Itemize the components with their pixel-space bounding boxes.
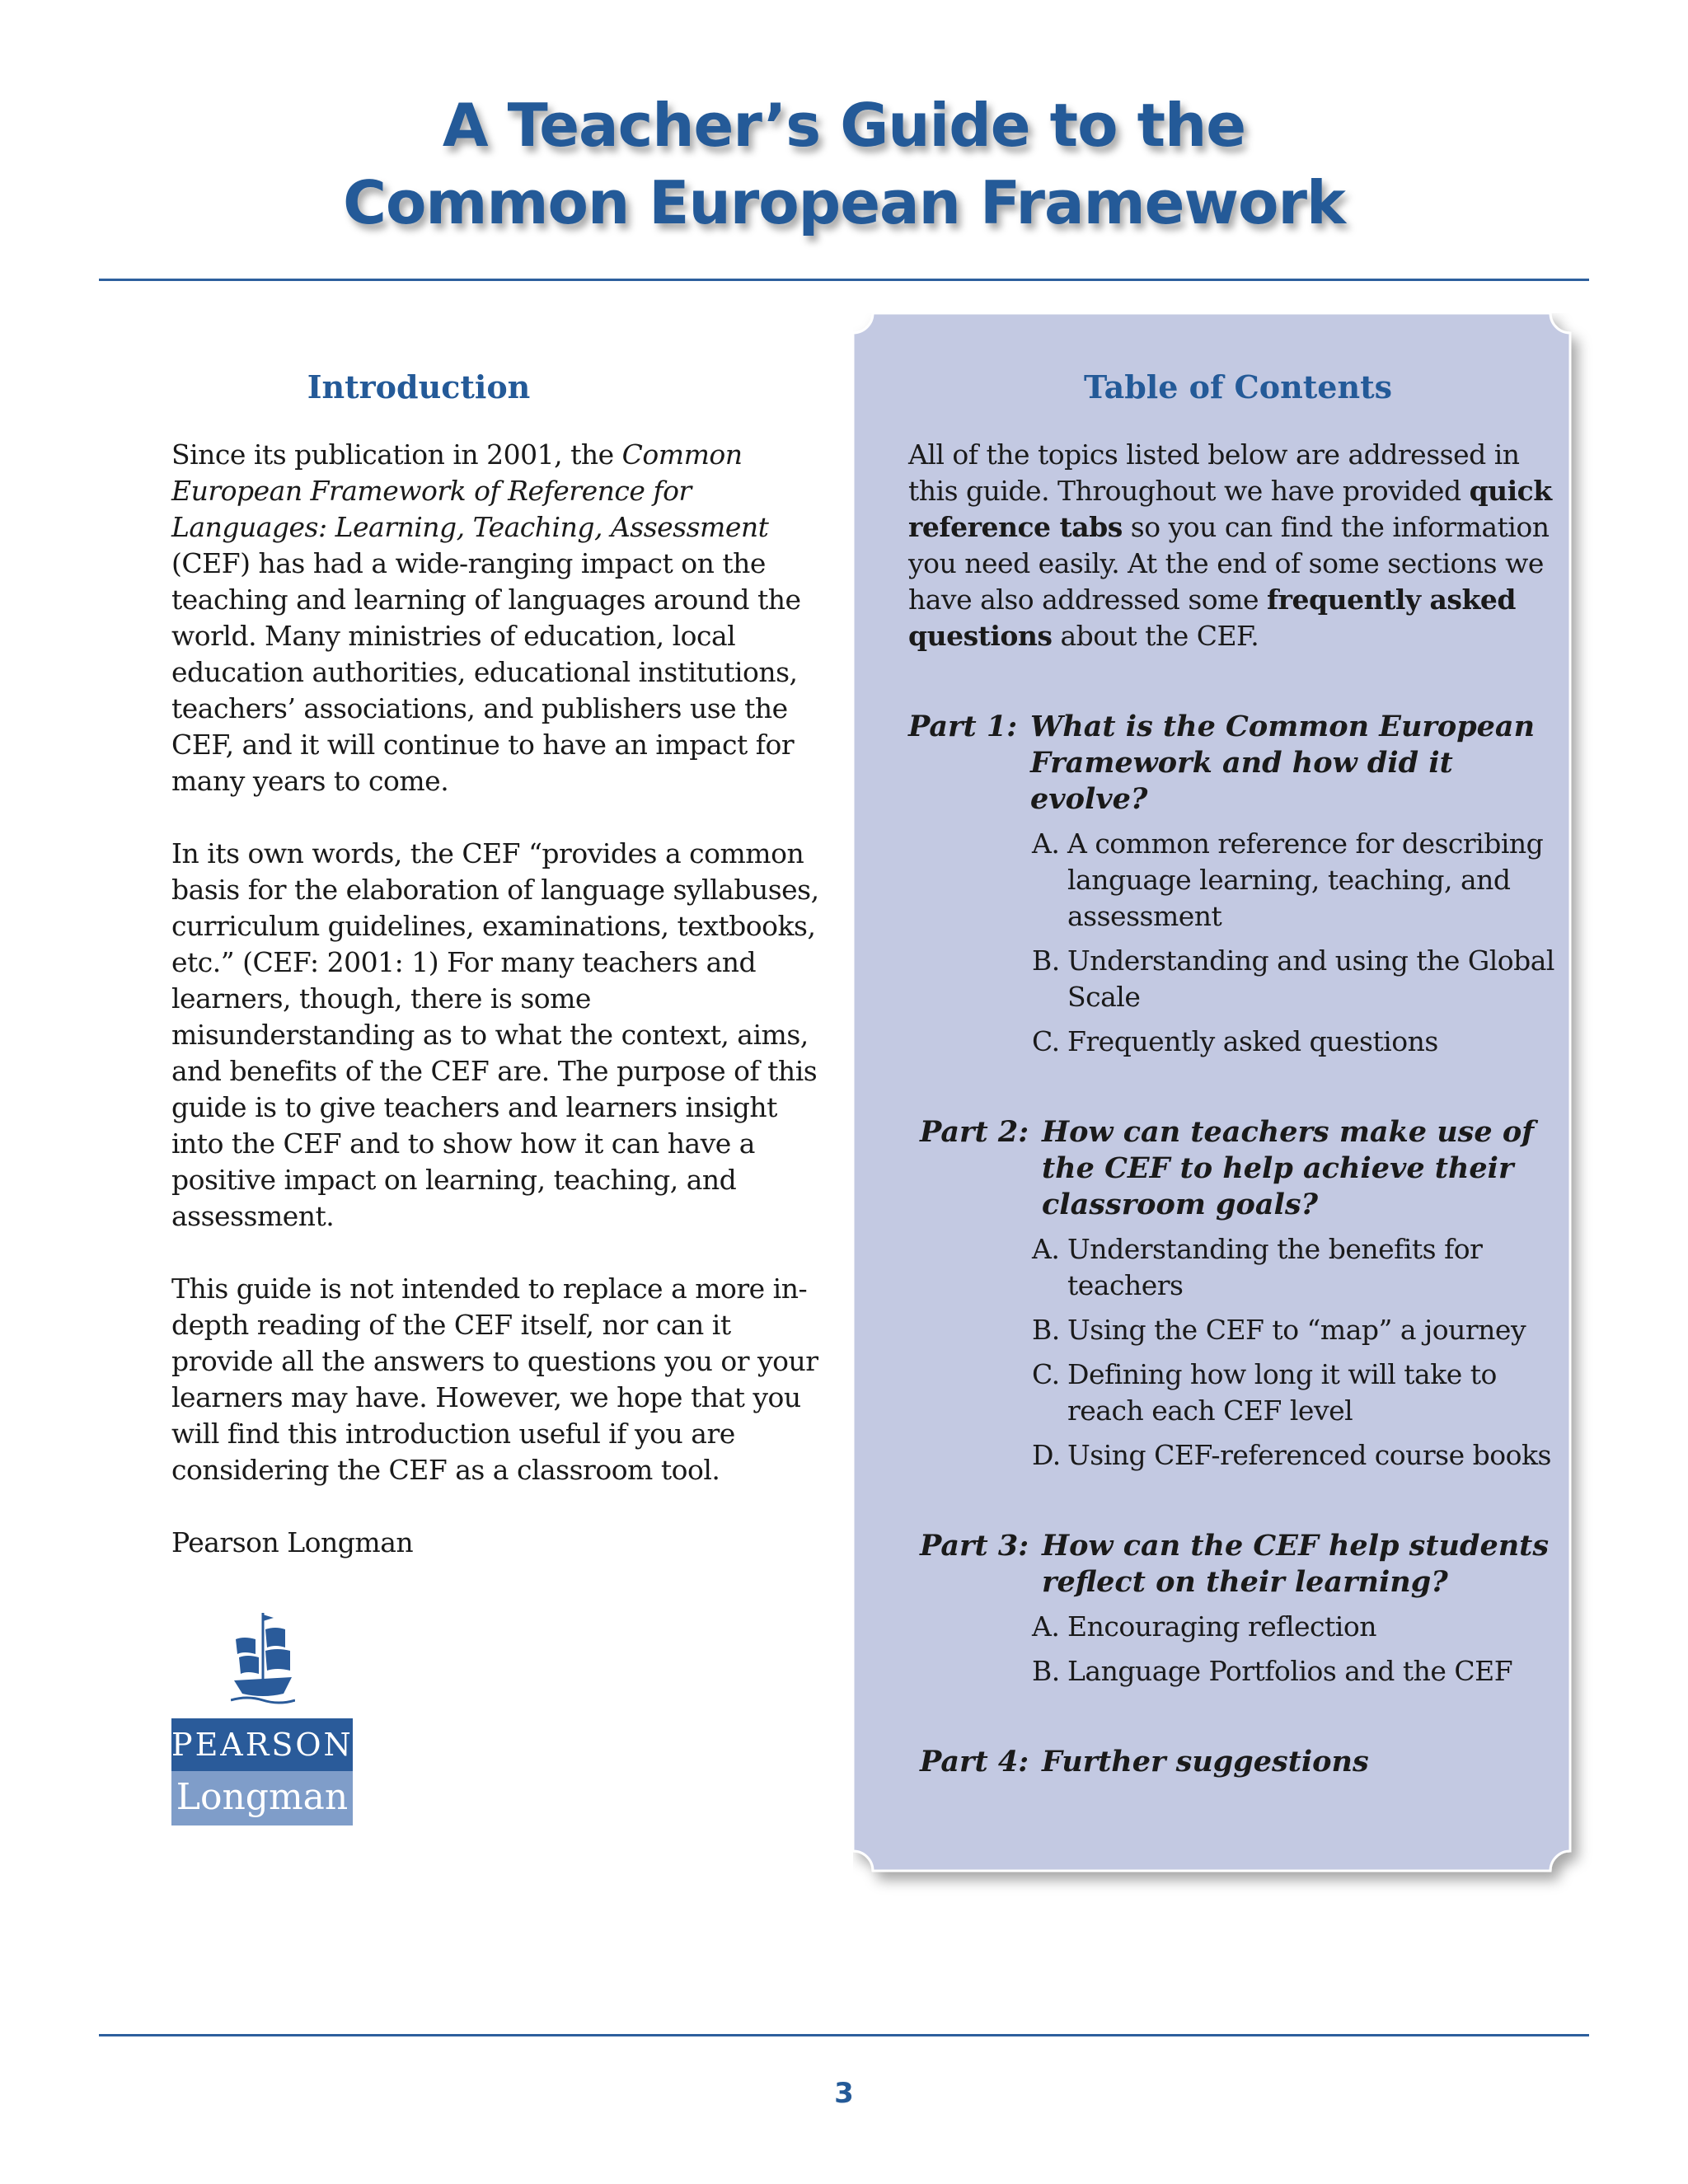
introduction-heading: Introduction [307, 368, 531, 405]
page-number: 3 [834, 2077, 854, 2110]
toc-intro-bold-2: frequently asked questions [908, 583, 1516, 652]
introduction-section [171, 363, 823, 1561]
part-title: What is the Common European Framework and how did it evolve? [1030, 710, 1536, 816]
intro-p1-book-title: Common European Framework of Reference for Languages: Learning, Teaching, Assessment [171, 438, 769, 543]
part-heading [920, 1744, 1568, 1780]
toc-part-4 [920, 1744, 1568, 1780]
toc-item [1032, 1609, 1568, 1645]
part-number: Part 1: [908, 710, 1018, 743]
part-heading [908, 709, 1568, 818]
toc-intro-bold-1: quick reference tabs [908, 475, 1552, 543]
item-text: Understanding and using the Global Scale [1067, 944, 1554, 1013]
part-title: Further suggestions [1042, 1745, 1369, 1779]
part-number: Part 4: [920, 1745, 1029, 1779]
item-letter: B. [1032, 1314, 1060, 1346]
logo-pearson-text: PEARSON [171, 1718, 353, 1771]
toc-intro-part-3: about the CEF. [1052, 620, 1259, 652]
item-text: Frequently asked questions [1067, 1025, 1438, 1057]
part-heading [920, 1528, 1568, 1601]
toc-part-1 [908, 709, 1568, 1060]
top-divider [99, 279, 1589, 281]
toc-content [908, 363, 1568, 1780]
part-number: Part 3: [920, 1529, 1029, 1563]
item-letter: C. [1032, 1358, 1060, 1390]
item-text: Using the CEF to “map” a journey [1067, 1314, 1526, 1346]
intro-p1-rest: (CEF) has had a wide-ranging impact on the teaching and learning of languages around the world. Many ministries of education, local education authorities, educational institutions, teachers’ associations, and publishers use the CEF, and it will continue to have an impact for many years to come. [171, 547, 801, 797]
part-title: How can the CEF help students reflect on their learning? [1042, 1529, 1550, 1599]
title-line-2: Common European Framework [343, 168, 1345, 237]
item-letter: A. [1032, 1610, 1060, 1643]
item-text: Defining how long it will take to reach each CEF level [1067, 1358, 1497, 1427]
item-letter: A. [1032, 827, 1060, 860]
toc-item [1032, 1231, 1568, 1304]
item-text: Language Portfolios and the CEF [1067, 1655, 1513, 1687]
intro-paragraph-2: In its own words, the CEF “provides a common basis for the elaboration of language syllabuses, curriculum guidelines, examinations, textbooks, etc.” (CEF: 2001: 1) For many teachers and learners, though, there is some misunderstanding as to what the context, aims, and benefits of the CEF are. The purpose of this guide is to give teachers and learners insight into the CEF and to show how it can have a positive impact on learning, teaching, and assessment. [171, 837, 819, 1232]
logo-longman-text: Longman [171, 1771, 353, 1825]
toc-item [1032, 826, 1568, 935]
title-line-1: A Teacher’s Guide to the [442, 91, 1246, 160]
item-letter: D. [1032, 1439, 1061, 1471]
bottom-divider [99, 2034, 1589, 2036]
toc-intro-part-2: so you can find the information you need easily. At the end of some sections we have also addressed some [908, 511, 1550, 616]
toc-item [1032, 1653, 1568, 1690]
pearson-longman-logo [171, 1611, 353, 1830]
part-title: How can teachers make use of the CEF to help achieve their classroom goals? [1042, 1115, 1535, 1221]
toc-item [1032, 943, 1568, 1015]
page-title [0, 87, 1688, 241]
item-letter: A. [1032, 1233, 1060, 1265]
intro-paragraph-3: This guide is not intended to replace a more in-depth reading of the CEF itself, nor can it provide all the answers to questions you or your learners may have. However, we hope that you will find this introduction useful if you are considering the CEF as a classroom tool. [171, 1272, 818, 1486]
intro-signature: Pearson Longman [171, 1526, 414, 1558]
part-number: Part 2: [920, 1115, 1029, 1149]
intro-paragraph-1 [171, 437, 823, 799]
toc-part-2 [920, 1114, 1568, 1474]
toc-intro-part-1: All of the topics listed below are addressed in this guide. Throughout we have provided [908, 438, 1520, 507]
toc-item [1032, 1024, 1568, 1060]
toc-item [1032, 1357, 1568, 1429]
item-text: Understanding the benefits for teachers [1067, 1233, 1483, 1301]
item-letter: B. [1032, 1655, 1060, 1687]
toc-heading: Table of Contents [1083, 368, 1393, 405]
part-heading [920, 1114, 1568, 1223]
item-letter: C. [1032, 1025, 1060, 1057]
item-letter: B. [1032, 944, 1060, 977]
toc-part-3 [920, 1528, 1568, 1690]
toc-item [1032, 1437, 1568, 1474]
ship-icon [231, 1611, 295, 1707]
toc-intro-text [908, 437, 1568, 654]
toc-item [1032, 1312, 1568, 1348]
item-text: Using CEF-referenced course books [1067, 1439, 1551, 1471]
item-text: Encouraging reflection [1067, 1610, 1376, 1643]
intro-p1-lead: Since its publication in 2001, the [171, 438, 622, 471]
item-text: A common reference for describing language learning, teaching, and assessment [1067, 827, 1544, 932]
table-of-contents-panel [853, 313, 1595, 1896]
